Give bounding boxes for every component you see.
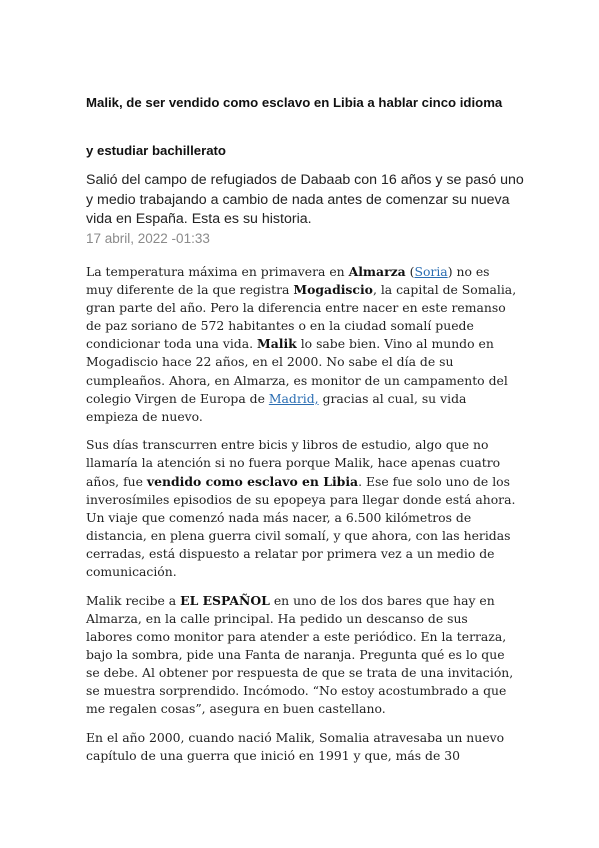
soria-link[interactable]: Soria — [414, 264, 448, 279]
article-date: 17 abril, 2022 -01:33 — [86, 231, 210, 246]
p1-text-1: La temperatura máxima en primavera en — [86, 264, 349, 279]
el-espanol-highlight: EL ESPAÑOL — [180, 592, 270, 608]
place-almarza: Almarza — [348, 264, 406, 279]
p1-text-6: gracias al cual, su vida empieza de nuevo. — [86, 390, 467, 424]
p3-text-1: Malik recibe a — [86, 592, 181, 608]
article-body — [86, 263, 518, 775]
p3-text-2: en uno de los dos bares que hay en Almarza, en la calle principal. Ha pedido un descanso de sus labores como monitor para atender a este periódico. En la terraza, bajo la sombra, pide una Fanta de naranja. Pregunta qué es lo que se debe. Al obtener por respuesta de que se trata de una invitación, se muestra sorprendido. Incómodo. “No estoy acostumbrado a que me regalen cosas”, asegura en buen castellano. — [86, 592, 514, 717]
p2-text-2: . Ese fue solo uno de los inverosímiles episodios de su epopeya para llegar donde está ahora. Un viaje que comenzó nada más nacer, a 6.500 kilómetros de distancia, en plena guerra civil somalí, y que ahora, con las heridas cerradas, está dispuesto a relatar por primera vez a un medio de comunicación. — [86, 473, 516, 579]
p1-text-2: ( — [405, 264, 415, 279]
p1-text-4: , la capital de Somalia, gran parte del año. Pero la diferencia entre nacer en este remanso de paz soriano de 572 habitantes o en la ciudad somalí puede condicionar toda una vida. — [86, 282, 517, 352]
p1-text-3: ) no es muy diferente de la que registra — [86, 264, 490, 298]
article-title-line-1: Malik, de ser vendido como esclavo en Libia a hablar cinco idioma — [86, 95, 503, 110]
place-mogadiscio: Mogadiscio — [293, 282, 373, 298]
article-lede: Salió del campo de refugiados de Dabaab con 16 años y se pasó uno y medio trabajando a cambio de nada antes de comenzar su nueva vida en España. Esta es su historia. — [86, 172, 524, 227]
name-malik: Malik — [257, 336, 297, 352]
paragraph-1 — [86, 263, 518, 426]
paragraph-4 — [86, 729, 518, 765]
sold-as-slave-highlight: vendido como esclavo en Libia — [146, 473, 359, 489]
p2-text-1: Sus días transcurren entre bicis y libros de estudio, algo que no llamaría la atención si no fuera porque Malik, hace apenas cuatro años, fue — [86, 437, 501, 489]
article-title-line-2: y estudiar bachillerato — [86, 143, 226, 158]
paragraph-2 — [86, 436, 518, 581]
paragraph-3 — [86, 592, 518, 719]
p4-text-1: En el año 2000, cuando nació Malik, Somalia atravesaba un nuevo capítulo de una guerra que inició en 1991 y que, más de 30 — [86, 729, 505, 763]
madrid-link[interactable]: Madrid, — [268, 390, 319, 406]
p1-text-5: lo sabe bien. Vino al mundo en Mogadiscio hace 22 años, en el 2000. No sabe el día de su cumpleaños. Ahora, en Almarza, es monitor de un campamento del colegio Virgen de Europa de — [86, 336, 508, 406]
